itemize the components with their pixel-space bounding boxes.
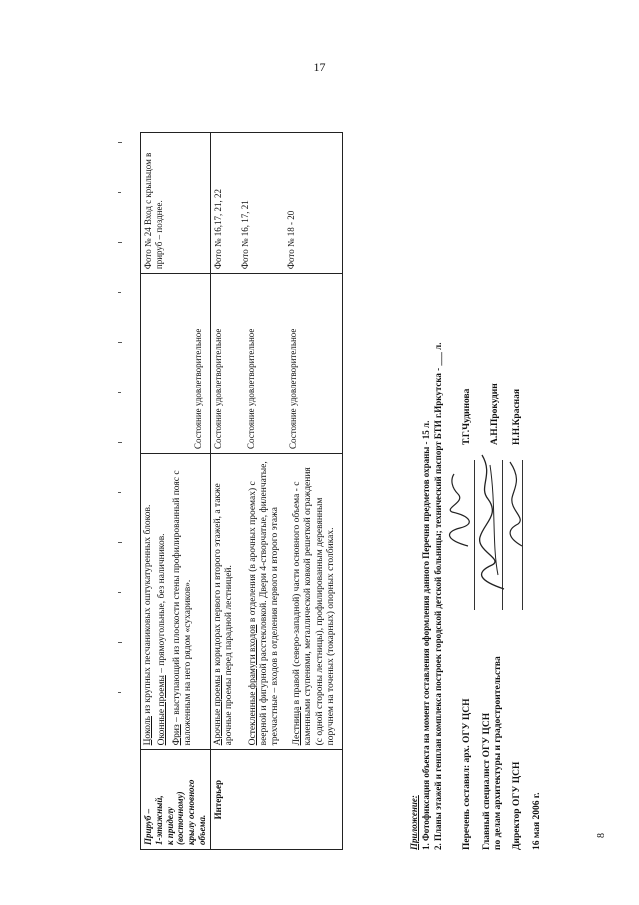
photo-reference: Фото № 18 - 20 <box>286 210 297 270</box>
element-cell <box>141 750 211 850</box>
element-name-line: к приделу <box>164 806 175 845</box>
protection-items-table <box>140 132 343 850</box>
table-row <box>210 133 343 850</box>
description-block <box>292 458 338 745</box>
chief-name: А.Н.Прокудин <box>490 383 500 445</box>
condition-text: Состояние удовлетворительное <box>245 328 256 449</box>
signature-chudinova <box>440 470 474 550</box>
compiled-name: Т.Г.Чудинова <box>462 388 472 445</box>
element-cell <box>210 750 343 850</box>
condition-text: Состояние удовлетворительное <box>193 328 203 449</box>
condition-text: Состояние удовлетворительное <box>212 328 223 449</box>
description-term: Цоколь <box>143 716 153 746</box>
description-text: – прямоугольные, без наличников. <box>157 533 168 676</box>
appendix-header: Приложение: <box>409 795 419 850</box>
chief-label-1: Главный специалист ОГУ ЦСН <box>482 712 492 850</box>
description-cell <box>210 453 343 749</box>
element-name-line: объема. <box>196 814 207 845</box>
document-date: 16 мая 2006 г. <box>532 792 542 850</box>
description-term: Фриз <box>171 724 182 746</box>
element-name-line: крылу основного <box>186 779 197 845</box>
description-cell <box>141 453 211 749</box>
description-block <box>157 458 168 745</box>
description-text: в правой (северо-западной) части основного объема - с каменными ступенями, металлической ковкой решеткой ограждения (с одной стороны лестницы), профилированным деревянным поручнем на точеных (токарных) опорных столбиках. <box>291 467 336 746</box>
element-name-line: 1-этажный, <box>153 795 164 845</box>
chief-label-2: по делам архитектуры и градостроительства <box>493 656 503 850</box>
element-name-line: Интерьер <box>212 780 223 820</box>
description-text: в отделения (в арочных проемах) с веерной и фигурной расстекловкой. Двери 4-створчатые, филенчатые, трехчастные – входов в отделения первого и второго этажа <box>247 461 281 746</box>
photo-reference: Фото № 16,17, 21, 22 <box>212 188 223 270</box>
description-term: Лестница <box>291 706 302 746</box>
rotated-sheet <box>140 130 542 850</box>
description-block <box>143 458 154 745</box>
margin-ticks <box>118 142 138 702</box>
element-name <box>213 754 224 845</box>
margin-number: 8 <box>596 833 607 838</box>
description-term: Оконные проемы <box>157 675 168 746</box>
director-name: Н.Н.Красная <box>512 388 522 445</box>
description-term: Остекленные фрамуги входов <box>247 624 258 746</box>
description-block <box>172 458 195 745</box>
description-text: в коридорах первого и второго этажей, а также арочные проемы перед парадной лестницей. <box>212 483 235 746</box>
condition-cell <box>210 274 343 454</box>
element-name-line: Прируб – <box>143 808 153 845</box>
description-text: – выступающий из плоскости стены профилированный пояс с наложенным на него рядом «сухариков». <box>171 470 194 746</box>
signature-krasnaya <box>502 455 528 550</box>
description-block <box>213 458 236 745</box>
description-text: из крупных песчаниковых оштукатуренных блоков. <box>143 504 153 717</box>
description-block <box>248 458 282 745</box>
photo-cell <box>141 133 211 274</box>
compiled-label: Перечень составил: арх. ОГУ ЦСН <box>462 698 472 850</box>
condition-text: Состояние удовлетворительное <box>288 328 299 449</box>
appendix-item: 1. Фотофиксация объекта на момент составления оформления данного Перечня предметов охраны - 15 л. <box>420 420 431 850</box>
director-label: Директор ОГУ ЦСН <box>512 761 522 850</box>
condition-cell <box>141 274 211 454</box>
element-name-line: (восточному) <box>175 791 186 845</box>
table-row <box>141 133 211 850</box>
photo-cell <box>210 133 343 274</box>
description-term: Арочные проемы <box>212 675 223 746</box>
photo-reference: Фото № 24 Вход с крыльцом в прируб – позднее. <box>143 152 164 270</box>
element-name <box>143 754 208 845</box>
page-number: 17 <box>313 60 326 74</box>
photo-reference: Фото № 16, 17, 21 <box>239 200 250 270</box>
appendix-item: 2. Планы этажей и генплан комплекса построек городской детской больницы; технический паспорт БТИ г.Иркутска - ___ л. <box>432 342 443 850</box>
appendix-notes <box>408 132 444 850</box>
